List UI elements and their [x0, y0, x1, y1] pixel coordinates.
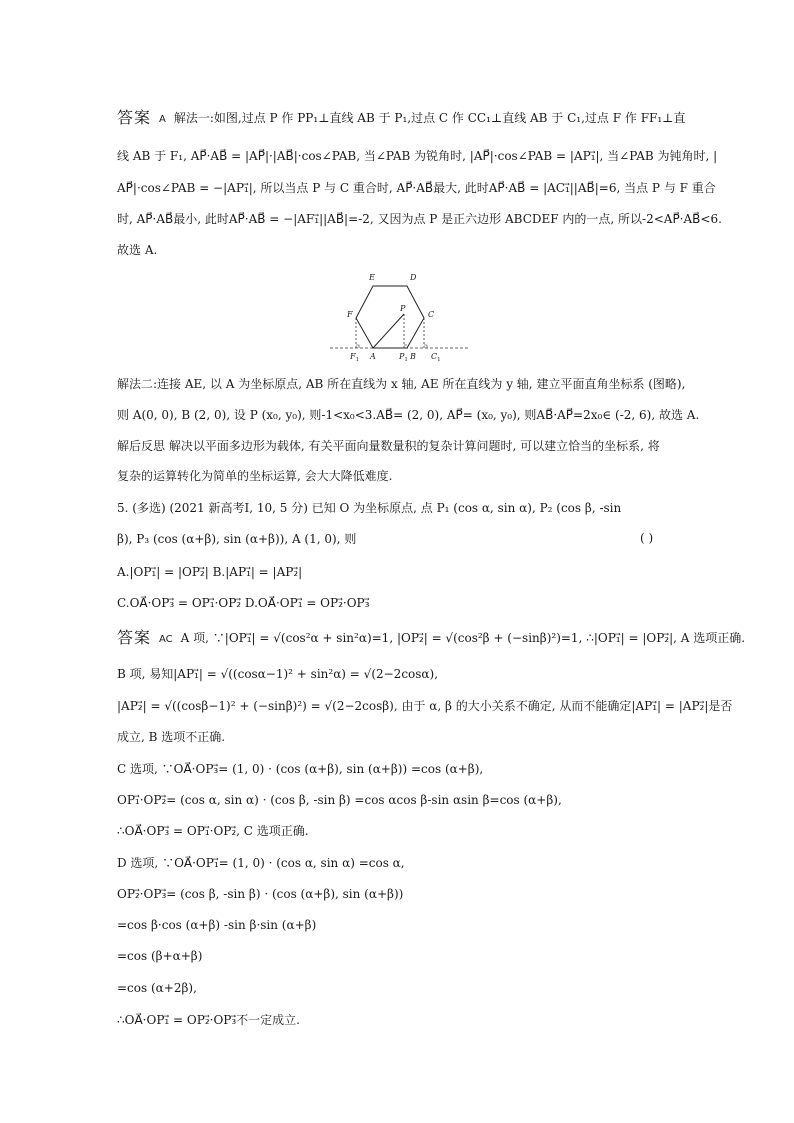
label-d: D: [410, 273, 417, 282]
label-c1-sub: 1: [437, 357, 441, 363]
question-5-line: 5. (多选) (2021 新高考Ⅰ, 10, 5 分) 已知 O 为坐标原点, 点 P₁ (cos α, sin α), P₂ (cos β, -sin: [117, 501, 622, 515]
solution-text: 解法一:如图,过点 P 作 PP₁⊥直线 AB 于 P₁,过点 C 作 CC₁⊥直线 AB 于 C₁,过点 F 作 FF₁⊥直: [173, 111, 686, 125]
solution-line: C 选项, ∵OA⃗·OP₃⃗= (1, 0) · (cos (α+β), sin (α+β)) =cos (α+β),: [117, 762, 484, 776]
method2-line: 解法二:连接 AE, 以 A 为坐标原点, AB 所在直线为 x 轴, AE 所在直线为 y 轴, 建立平面直角坐标系 (图略),: [117, 377, 686, 391]
hexagon-figure: [328, 266, 473, 366]
right-angle-f1: [356, 345, 359, 348]
label-c1-base: C: [431, 352, 438, 361]
solution-line: ∴OA⃗·OP₁⃗ = OP₂⃗·OP₃⃗不一定成立.: [117, 1013, 300, 1027]
solution-line: OP₂⃗·OP₃⃗= (cos β, -sin β) · (cos (α+β), sin (α+β)): [117, 887, 404, 901]
label-a: A: [370, 352, 376, 361]
label-p1: [398, 352, 408, 363]
solution-line: 成立, B 选项不正确.: [117, 730, 226, 744]
question-5-line: β), P₃ (cos (α+β), sin (α+β)), A (1, 0), 则: [117, 532, 357, 546]
answer-tag: 答案: [117, 108, 152, 127]
solution-text: A 项, ∵|OP₁⃗| = √(cos²α + sin²α)=1, |OP₂⃗| = √(cos²β + (−sinβ)²)=1, ∴|OP₁⃗| = |OP₂⃗|, A 选项正确.: [180, 631, 746, 645]
solution-line: |AP₂⃗| = √((cosβ−1)² + (−sinβ)²) = √(2−2cosβ), 由于 α, β 的大小关系不确定, 从而不能确定|AP₁⃗| = |AP₂⃗|是否: [117, 699, 733, 713]
solution-line: =cos β·cos (α+β) -sin β·sin (α+β): [117, 918, 317, 932]
label-c: C: [428, 310, 435, 319]
solution-line: AP⃗|·cos∠PAB = −|AP₁⃗|, 所以当点 P 与 C 重合时, AP⃗·AB⃗最大, 此时AP⃗·AB⃗ = |AC₁⃗||AB⃗|=6, 当点 P 与 F 重合: [117, 181, 716, 195]
label-f1: [349, 352, 359, 363]
label-f1-sub: 1: [355, 357, 360, 363]
label-b: B: [410, 352, 416, 361]
label-c1: [431, 352, 441, 363]
options-line-cd: C.OA⃗·OP₃⃗ = OP₁⃗·OP₂⃗ D.OA⃗·OP₁⃗ = OP₂⃗·OP₃⃗: [117, 596, 370, 610]
segment-ap: [373, 314, 404, 348]
solution-line: 线 AB 于 F₁, AP⃗·AB⃗ = |AP⃗|·|AB⃗|·cos∠PAB, 当∠PAB 为锐角时, |AP⃗|·cos∠PAB = |AP₁⃗|, 当∠PAB 为钝角时, |: [117, 149, 718, 163]
answer-paren: ( ): [640, 531, 654, 545]
solution-line: =cos (α+2β),: [117, 981, 197, 995]
solution-line: D 选项, ∵OA⃗·OP₁⃗= (1, 0) · (cos α, sin α) =cos α,: [117, 856, 405, 870]
answer-choice: A: [159, 114, 166, 125]
label-p1-sub: 1: [404, 357, 408, 363]
label-f: F: [347, 310, 353, 319]
regular-hexagon: [356, 286, 424, 348]
label-p: P: [400, 304, 406, 313]
method2-line: 则 A(0, 0), B (2, 0), 设 P (x₀, y₀), 则-1<x₀<3.AB⃗= (2, 0), AP⃗= (x₀, y₀), 则AB⃗·AP⃗=2x₀∈ (-2, 6), 故选 A.: [117, 408, 700, 422]
answer-choice: AC: [159, 634, 173, 645]
label-p1-base: P: [399, 352, 405, 361]
reflection-line: 复杂的运算转化为简单的坐标运算, 会大大降低难度.: [117, 469, 393, 483]
solution-line: =cos (β+α+β): [117, 949, 203, 963]
answer-tag: 答案: [117, 628, 152, 647]
options-line-ab: A.|OP₁⃗| = |OP₂⃗| B.|AP₁⃗| = |AP₂⃗|: [117, 565, 303, 579]
solution-line: 故选 A.: [117, 243, 158, 257]
right-angle-c1: [424, 345, 427, 348]
answer-1-line: [117, 110, 685, 128]
answer-2-line: [117, 630, 745, 648]
label-e: E: [369, 273, 375, 282]
label-f1-base: F: [350, 352, 356, 361]
solution-line: B 项, 易知|AP₁⃗| = √((cosα−1)² + sin²α) = √(2−2cosα),: [117, 667, 439, 681]
solution-line: OP₁⃗·OP₂⃗= (cos α, sin α) · (cos β, -sin β) =cos αcos β-sin αsin β=cos (α+β),: [117, 793, 562, 807]
solution-line: 时, AP⃗·AB⃗最小, 此时AP⃗·AB⃗ = −|AF₁⃗||AB⃗|=-2, 又因为点 P 是正六边形 ABCDEF 内的一点, 所以-2<AP⃗·AB⃗<6.: [117, 212, 722, 226]
reflection-line: 解后反思 解决以平面多边形为载体, 有关平面向量数量积的复杂计算问题时, 可以建立恰当的坐标系, 将: [117, 439, 660, 453]
solution-line: ∴OA⃗·OP₃⃗ = OP₁⃗·OP₂⃗, C 选项正确.: [117, 824, 309, 838]
